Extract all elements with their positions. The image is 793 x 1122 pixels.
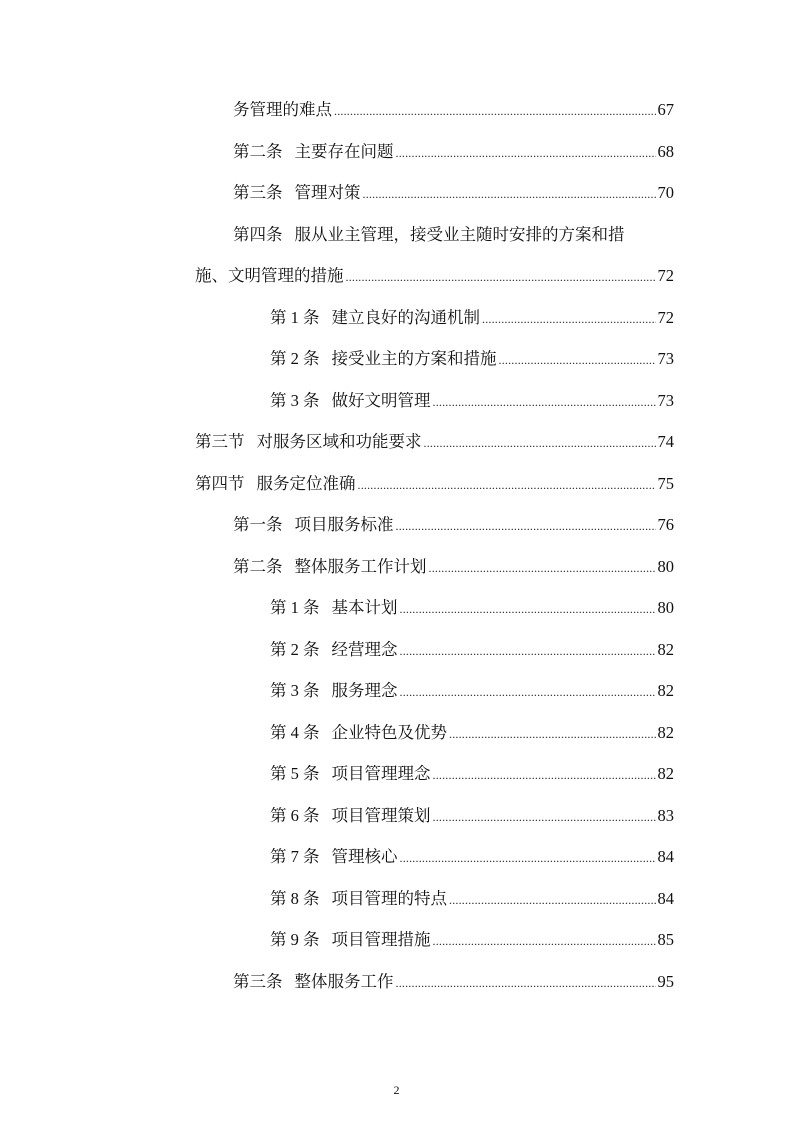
toc-entry-title: 基本计划 [331,598,398,617]
toc-entry-title: 管理核心 [331,847,398,866]
toc-leader-dots [449,892,656,906]
toc-entry-prefix: 第 2 条 [270,349,320,368]
toc-leader-dots [400,601,656,615]
toc-entry-title: 服务定位准确 [256,474,356,493]
toc-entry[interactable] [195,470,674,494]
toc-entry-page: 73 [657,349,674,368]
toc-entry[interactable] [233,968,674,992]
page-number: 2 [393,1083,400,1097]
toc-entry-line1[interactable] [233,221,674,245]
toc-leader-dots [400,684,656,698]
toc-entry[interactable] [233,511,674,535]
toc-leader-dots [334,103,656,117]
toc-entry-prefix: 第四节 [195,474,245,493]
toc-entry-prefix: 第 4 条 [270,723,320,742]
toc-entry-title: 项目管理策划 [331,806,431,825]
toc-entry-title: 项目管理理念 [331,764,431,783]
toc-entry-page: 72 [657,266,674,285]
toc-entry-page: 84 [657,847,674,866]
toc-entry-prefix: 第 8 条 [270,889,320,908]
toc-leader-dots [433,809,656,823]
toc-entry-prefix: 第 6 条 [270,806,320,825]
toc-entry-page: 80 [657,598,674,617]
toc-entry[interactable] [270,387,674,411]
toc-leader-dots [499,352,656,366]
toc-entry[interactable] [270,304,674,328]
toc-entry[interactable] [270,802,674,826]
toc-entry-page: 74 [657,432,674,451]
toc-entry-prefix: 第 3 条 [270,681,320,700]
toc-entry-title: 主要存在问题 [294,142,394,161]
toc-entry-title: 管理对策 [294,183,361,202]
toc-entry-title: 做好文明管理 [331,391,431,410]
toc-leader-dots [358,477,656,491]
toc-entry-title-cont: 施、文明管理的措施 [195,266,344,285]
toc-entry-line2[interactable] [195,262,674,286]
toc-entry-title: 项目管理措施 [331,930,431,949]
toc-entry-prefix: 第三条 [233,183,283,202]
toc-entry-prefix: 第二条 [233,557,283,576]
toc-leader-dots [429,560,656,574]
toc-entry-title: 项目管理的特点 [331,889,447,908]
toc-entry-title: 经营理念 [331,640,398,659]
toc-leader-dots [433,394,656,408]
toc-leader-dots [396,145,656,159]
toc-leader-dots [346,269,656,283]
toc-entry[interactable] [270,843,674,867]
toc-entry-title: 服从业主管理，接受业主随时安排的方案和措 [294,225,625,244]
toc-leader-dots [400,643,656,657]
toc-entry[interactable] [195,428,674,452]
toc-leader-dots [424,435,656,449]
toc-entry-page: 76 [657,515,674,534]
toc-entry-prefix: 第 5 条 [270,764,320,783]
toc-entry-title: 整体服务工作计划 [294,557,427,576]
toc-entry[interactable] [270,677,674,701]
toc-entry-page: 67 [657,100,674,119]
toc-entry[interactable] [270,345,674,369]
toc-entry-title: 务管理的难点 [233,100,332,119]
toc-entry[interactable] [270,926,674,950]
toc-entry-page: 85 [657,930,674,949]
toc-entry[interactable] [270,719,674,743]
toc-entry-page: 68 [657,142,674,161]
toc-entry-page: 82 [657,723,674,742]
toc-entry[interactable] [270,885,674,909]
toc-entry-prefix: 第四条 [233,225,283,244]
toc-entry-prefix: 第 1 条 [270,598,320,617]
toc-entry-page: 95 [657,972,674,991]
toc-entry-title: 对服务区域和功能要求 [256,432,422,451]
toc-entry[interactable] [233,553,674,577]
toc-entry[interactable] [270,594,674,618]
toc-entry-prefix: 第 7 条 [270,847,320,866]
toc-leader-dots [449,726,656,740]
toc-entry-page: 73 [657,391,674,410]
toc-entry[interactable] [233,96,674,120]
toc-leader-dots [363,186,656,200]
toc-entry-title: 建立良好的沟通机制 [331,308,480,327]
toc-entry-title: 整体服务工作 [294,972,394,991]
toc-entry-prefix: 第 3 条 [270,391,320,410]
toc-entry-page: 82 [657,764,674,783]
toc-entry-page: 82 [657,681,674,700]
toc-entry-page: 75 [657,474,674,493]
toc-entry-prefix: 第三节 [195,432,245,451]
toc-entry-prefix: 第二条 [233,142,283,161]
toc-entry-prefix: 第一条 [233,515,283,534]
toc-leader-dots [433,767,656,781]
toc-leader-dots [396,518,656,532]
toc-entry[interactable] [233,138,674,162]
toc-entry-page: 84 [657,889,674,908]
toc-leader-dots [482,311,656,325]
toc-entry-page: 83 [657,806,674,825]
toc-entry-title: 企业特色及优势 [331,723,447,742]
toc-entry-page: 70 [657,183,674,202]
toc-leader-dots [433,933,656,947]
toc-entry-prefix: 第三条 [233,972,283,991]
toc-entry-prefix: 第 9 条 [270,930,320,949]
toc-entry-prefix: 第 2 条 [270,640,320,659]
toc-entry-title: 服务理念 [331,681,398,700]
toc-entry[interactable] [233,179,674,203]
toc-entry-page: 82 [657,640,674,659]
toc-entry-page: 80 [657,557,674,576]
toc-leader-dots [396,975,656,989]
toc-entry-title: 接受业主的方案和措施 [331,349,497,368]
toc-entry-prefix: 第 1 条 [270,308,320,327]
toc-entry[interactable] [270,760,674,784]
toc-entry[interactable] [270,636,674,660]
toc-entry-title: 项目服务标准 [294,515,394,534]
toc-entry-page: 72 [657,308,674,327]
toc-leader-dots [400,850,656,864]
